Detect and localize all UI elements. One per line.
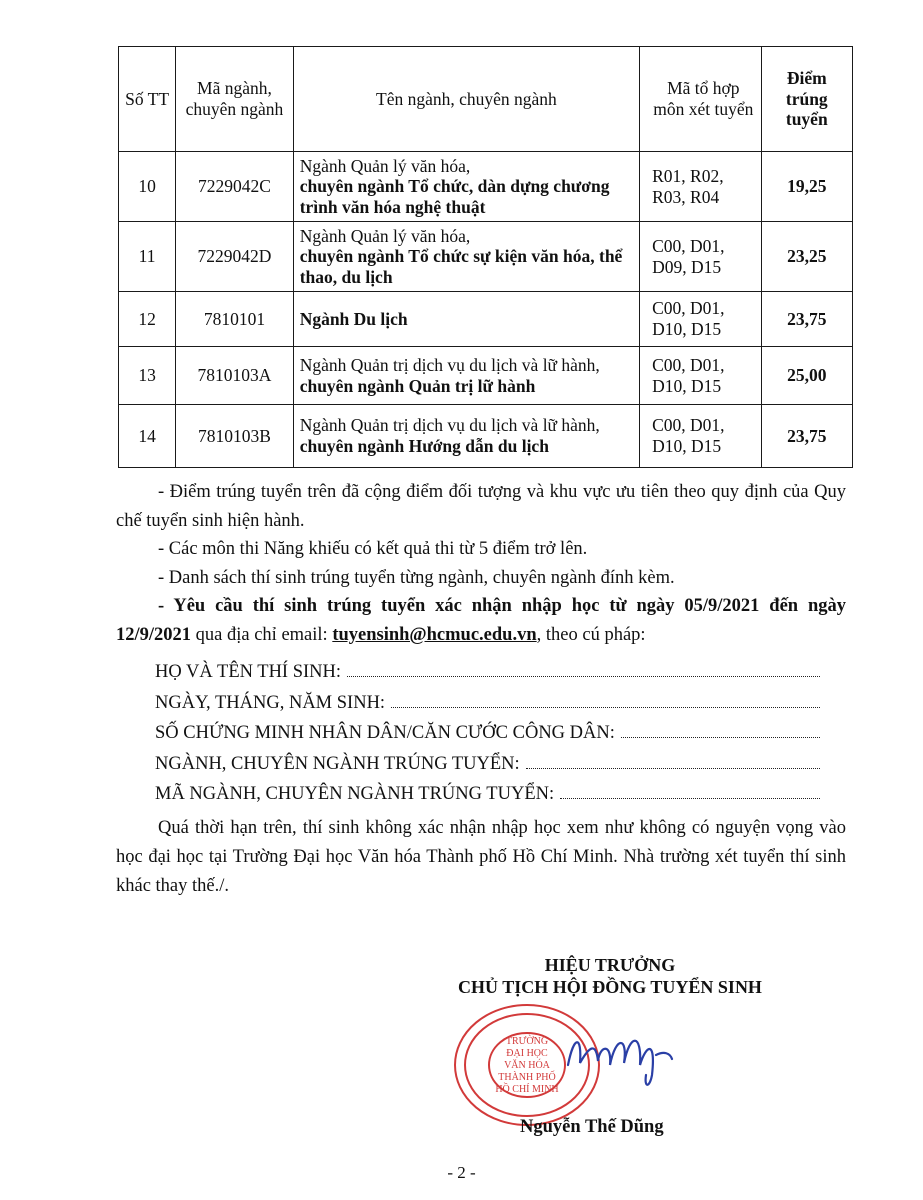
form-line-major-code — [155, 782, 820, 813]
note-priority: - Điểm trúng tuyển trên đã cộng điểm đối tượng và khu vực ưu tiên theo quy định của Quy chế tuyển sinh hiện hành. — [116, 482, 846, 531]
closing-text: Quá thời hạn trên, thí sinh không xác nhận nhập học xem như không có nguyện vọng vào học đại học tại Trường Đại học Văn hóa Thành phố Hồ Chí Minh. Nhà trường xét tuyển thí sinh khác thay thế./. — [116, 818, 846, 896]
row-name — [293, 292, 639, 347]
signature-icon — [560, 1015, 680, 1095]
svg-text:THÀNH PHỐ: THÀNH PHỐ — [498, 1072, 556, 1083]
signer-title-chair: CHỦ TỊCH HỘI ĐỒNG TUYỂN SINH — [458, 977, 762, 997]
row-name-line1: Ngành Quản lý văn hóa, — [299, 225, 471, 246]
fill-line — [621, 721, 820, 738]
form-label-major: NGÀNH, CHUYÊN NGÀNH TRÚNG TUYỂN: — [155, 753, 520, 774]
row-combo: C00, D01, D10, D15 — [640, 347, 761, 405]
row-name — [293, 347, 639, 405]
note-aptitude: - Các môn thi Năng khiếu có kết quả thi từ 5 điểm trở lên. — [158, 539, 588, 559]
syntax-form — [155, 660, 820, 813]
svg-text:VĂN HÓA: VĂN HÓA — [504, 1060, 550, 1071]
header-code: Mã ngành, chuyên ngành — [176, 47, 293, 152]
form-line-id — [155, 721, 820, 752]
admission-table — [118, 46, 853, 468]
svg-text:HỒ CHÍ MINH: HỒ CHÍ MINH — [495, 1084, 559, 1095]
form-line-major — [155, 752, 820, 783]
row-code: 7810103A — [176, 347, 293, 405]
row-combo: C00, D01, D10, D15 — [640, 292, 761, 347]
form-label-major-code: MÃ NGÀNH, CHUYÊN NGÀNH TRÚNG TUYỂN: — [155, 784, 555, 804]
row-name-line2: chuyên ngành Hướng dẫn du lịch — [299, 436, 549, 456]
row-score: 25,00 — [761, 347, 852, 405]
form-label-dob: NGÀY, THÁNG, NĂM SINH: — [155, 692, 386, 713]
row-code: 7810101 — [176, 292, 293, 347]
row-score: 23,75 — [761, 292, 852, 347]
table-row — [119, 347, 853, 405]
note-confirmation-deadline: - Yêu cầu thí sinh trúng tuyển xác nhận nhập học từ ngày 05/9/2021 đến ngày 12/9/2021 — [116, 596, 846, 645]
row-name — [293, 152, 639, 222]
row-score: 19,25 — [761, 152, 852, 222]
row-name — [293, 405, 639, 468]
form-label-id: SỐ CHỨNG MINH NHÂN DÂN/CĂN CƯỚC CÔNG DÂN: — [155, 723, 615, 743]
row-name-line1: Ngành Quản trị dịch vụ du lịch và lữ hành, — [299, 415, 600, 436]
svg-text:TRƯỜNG: TRƯỜNG — [505, 1036, 549, 1047]
row-combo: C00, D01, D09, D15 — [640, 222, 761, 292]
fill-line — [526, 752, 820, 769]
row-code: 7229042C — [176, 152, 293, 222]
table-header-row — [119, 47, 853, 152]
row-combo: R01, R02, R03, R04 — [640, 152, 761, 222]
table-row — [119, 405, 853, 468]
row-score: 23,25 — [761, 222, 852, 292]
signer-title-principal: HIỆU TRƯỞNG — [544, 955, 676, 975]
fill-line — [560, 782, 820, 799]
row-name-line1: Ngành Quản lý văn hóa, — [299, 155, 471, 176]
row-combo: C00, D01, D10, D15 — [640, 405, 761, 468]
notes-section — [116, 478, 846, 649]
row-name-line2: chuyên ngành Tổ chức, dàn dựng chương trình văn hóa nghệ thuật — [299, 176, 610, 217]
row-no: 13 — [119, 347, 176, 405]
row-name-line2: chuyên ngành Tổ chức sự kiện văn hóa, thể thao, du lịch — [299, 246, 623, 287]
svg-text:ĐẠI HỌC: ĐẠI HỌC — [506, 1048, 548, 1059]
row-name-line1: Ngành Quản trị dịch vụ du lịch và lữ hành, — [299, 354, 600, 375]
row-name — [293, 222, 639, 292]
row-code: 7810103B — [176, 405, 293, 468]
form-label-name: HỌ VÀ TÊN THÍ SINH: — [155, 662, 342, 682]
header-name: Tên ngành, chuyên ngành — [293, 47, 639, 152]
table-row — [119, 152, 853, 222]
note-confirmation-mid: qua địa chỉ email: — [191, 624, 333, 645]
header-combo: Mã tổ hợp môn xét tuyển — [640, 47, 761, 152]
header-score: Điểm trúng tuyển — [761, 47, 852, 152]
page-number: - 2 - — [447, 1163, 476, 1182]
fill-line — [391, 691, 820, 708]
closing-paragraph — [116, 814, 846, 901]
row-score: 23,75 — [761, 405, 852, 468]
fill-line — [347, 660, 820, 677]
header-no: Số TT — [119, 47, 176, 152]
table-row — [119, 292, 853, 347]
note-list: - Danh sách thí sinh trúng tuyển từng ngành, chuyên ngành đính kèm. — [158, 567, 675, 588]
row-no: 11 — [119, 222, 176, 292]
form-line-dob — [155, 691, 820, 722]
signer-name: Nguyễn Thế Dũng — [520, 1117, 664, 1137]
email-link[interactable]: tuyensinh@hcmuc.edu.vn — [332, 624, 537, 645]
row-name-line2: chuyên ngành Quản trị lữ hành — [299, 375, 536, 396]
note-confirmation-end: , theo cú pháp: — [536, 624, 646, 645]
row-no: 10 — [119, 152, 176, 222]
row-name-line2: Ngành Du lịch — [299, 308, 408, 329]
note-confirmation — [116, 592, 846, 649]
row-no: 14 — [119, 405, 176, 468]
table-row — [119, 222, 853, 292]
form-line-name — [155, 660, 820, 691]
row-code: 7229042D — [176, 222, 293, 292]
row-no: 12 — [119, 292, 176, 347]
